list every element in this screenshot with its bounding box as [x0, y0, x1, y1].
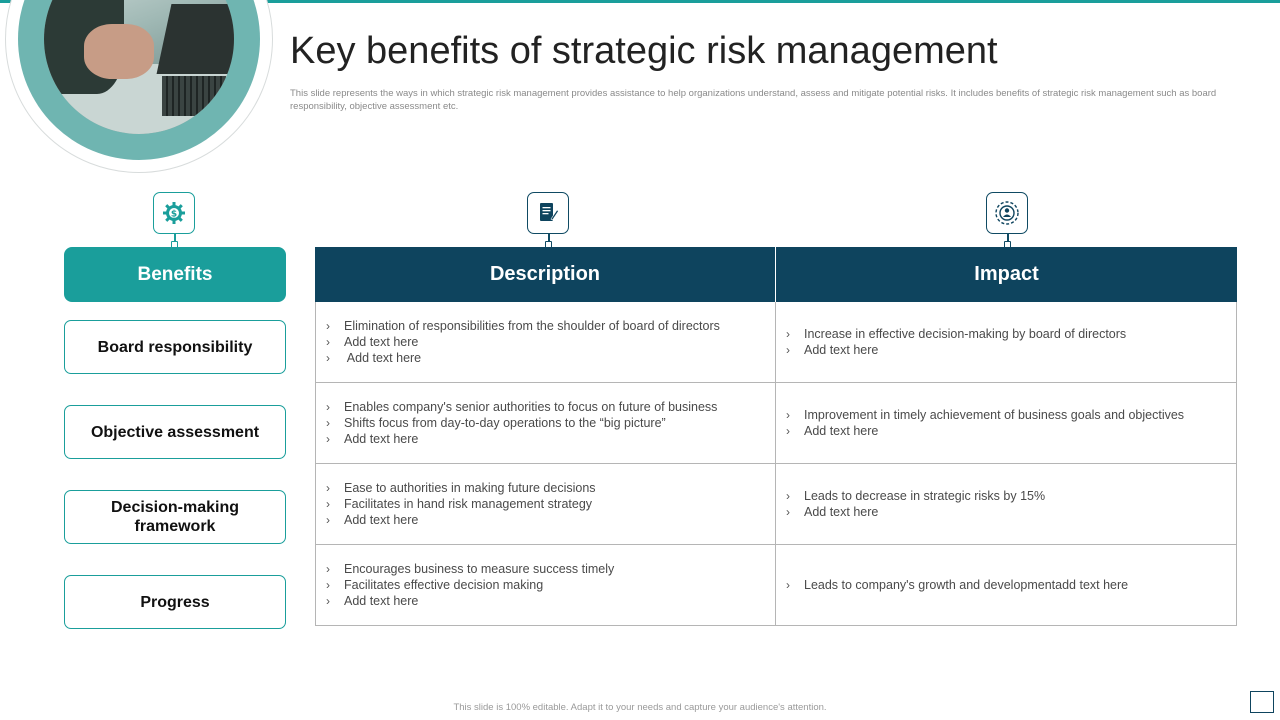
bullet-text: Add text here [344, 432, 419, 446]
description-cell [316, 302, 776, 382]
chevron-right-icon: › [786, 424, 790, 438]
gear-dollar-icon [153, 192, 195, 234]
bullet-text: Add text here [344, 351, 422, 365]
chevron-right-icon: › [326, 335, 330, 349]
chevron-right-icon: › [326, 319, 330, 333]
bullet-text: Encourages business to measure success timely [344, 562, 615, 576]
chevron-right-icon: › [326, 351, 330, 365]
bullet-text: Add text here [344, 335, 419, 349]
bullet-text: Elimination of responsibilities from the shoulder of board of directors [344, 319, 720, 333]
chevron-right-icon: › [326, 497, 330, 511]
bullet-text: Add text here [804, 424, 879, 438]
bullet-text: Add text here [804, 505, 879, 519]
description-cell [316, 464, 776, 544]
chevron-right-icon: › [786, 489, 790, 503]
table-row [315, 383, 1237, 464]
description-cell [316, 545, 776, 625]
svg-text:$: $ [170, 209, 178, 220]
table-row [315, 302, 1237, 383]
impact-cell [776, 464, 1237, 544]
table-row [315, 464, 1237, 545]
photo-ring [18, 0, 260, 160]
chevron-right-icon: › [786, 505, 790, 519]
description-cell [316, 383, 776, 463]
bullet-text: Shifts focus from day-to-day operations to the “big picture” [344, 416, 666, 430]
description-header: Description [315, 247, 776, 302]
page-subtitle: This slide represents the ways in which strategic risk management provides assistance to help organizations understand, assess and mitigate potential risks. It includes benefits of strategic risk management such as board responsibility, objective assessment etc. [290, 88, 1217, 112]
impact-cell [776, 383, 1237, 463]
table-row [315, 545, 1237, 626]
bullet-text: Leads to company's growth and developmentadd text here [804, 578, 1129, 592]
target-person-icon [986, 192, 1028, 234]
chevron-right-icon: › [786, 327, 790, 341]
benefit-board-responsibility: Board responsibility [64, 320, 286, 374]
chevron-right-icon: › [786, 343, 790, 357]
benefit-progress: Progress [64, 575, 286, 629]
chevron-right-icon: › [326, 562, 330, 576]
header-photo [5, 0, 273, 173]
chevron-right-icon: › [326, 513, 330, 527]
corner-square [1250, 691, 1274, 713]
chevron-right-icon: › [786, 578, 790, 592]
impact-header: Impact [776, 247, 1237, 302]
chevron-right-icon: › [326, 578, 330, 592]
benefits-table [315, 247, 1237, 628]
bullet-text: Facilitates in hand risk management strategy [344, 497, 593, 511]
chevron-right-icon: › [326, 432, 330, 446]
page-title: Key benefits of strategic risk management [290, 30, 998, 72]
bullet-text: Add text here [344, 594, 419, 608]
photo-image [44, 0, 234, 134]
document-pen-icon [527, 192, 569, 234]
bullet-text: Enables company's senior authorities to focus on future of business [344, 400, 718, 414]
benefit-objective-assessment: Objective assessment [64, 405, 286, 459]
impact-cell [776, 545, 1237, 625]
chevron-right-icon: › [326, 594, 330, 608]
chevron-right-icon: › [326, 416, 330, 430]
bullet-text: Add text here [804, 343, 879, 357]
bullet-text: Increase in effective decision-making by board of directors [804, 327, 1127, 341]
benefits-header: Benefits [64, 247, 286, 302]
bullet-text: Leads to decrease in strategic risks by 15% [804, 489, 1046, 503]
chevron-right-icon: › [326, 400, 330, 414]
benefit-decision-making-framework: Decision-making framework [64, 490, 286, 544]
slide-footer: This slide is 100% editable. Adapt it to your needs and capture your audience's attention. [453, 702, 827, 713]
chevron-right-icon: › [786, 408, 790, 422]
chevron-right-icon: › [326, 481, 330, 495]
bullet-text: Add text here [344, 513, 419, 527]
impact-cell [776, 302, 1237, 382]
bullet-text: Facilitates effective decision making [344, 578, 544, 592]
bullet-text: Ease to authorities in making future decisions [344, 481, 596, 495]
bullet-text: Improvement in timely achievement of business goals and objectives [804, 408, 1185, 422]
